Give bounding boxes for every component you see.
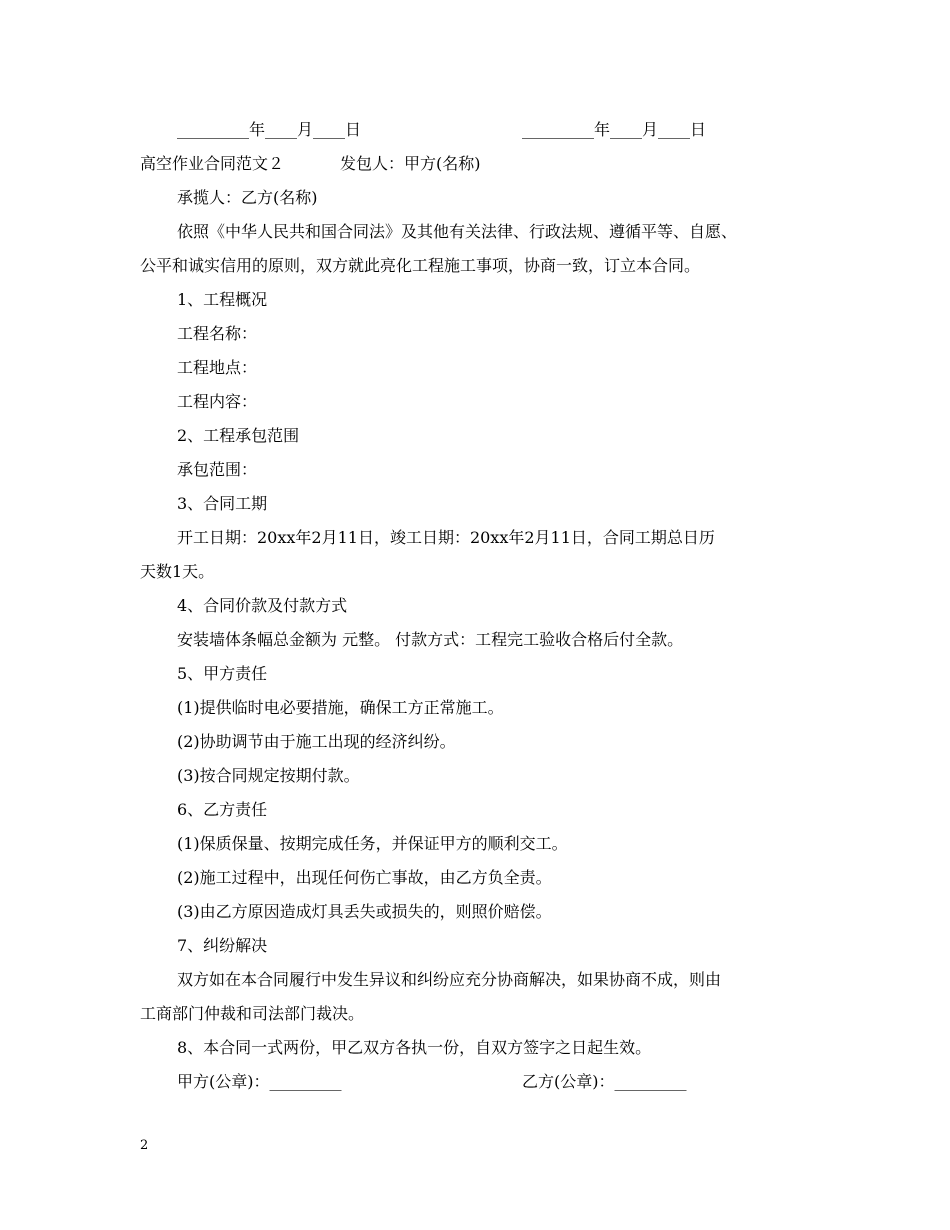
project-name-field: 工程名称： bbox=[177, 324, 258, 343]
section-3-heading: 3、合同工期 bbox=[177, 494, 268, 513]
section-2-heading: 2、工程承包范围 bbox=[177, 426, 300, 445]
schedule-line-1: 开工日期：20xx年2月11日，竣工日期：20xx年2月11日，合同工期总日历 bbox=[177, 528, 715, 547]
party-a-duty-2: (2)协助调节由于施工出现的经济纠纷。 bbox=[177, 732, 456, 751]
party-a-duty-3: (3)按合同规定按期付款。 bbox=[177, 766, 360, 785]
party-b-duty-2: (2)施工过程中，出现任何伤亡事故，由乙方负全责。 bbox=[177, 868, 552, 887]
page-number: 2 bbox=[140, 1138, 149, 1153]
date-line-right: _________年____月____日 bbox=[522, 120, 707, 139]
party-b-seal-line: 乙方(公章)：_________ bbox=[522, 1072, 687, 1091]
dispute-line-1: 双方如在本合同履行中发生异议和纠纷应充分协商解决，如果协商不成，则由 bbox=[177, 970, 722, 989]
party-b-name: 承揽人：乙方(名称) bbox=[177, 188, 318, 207]
section-4-heading: 4、合同价款及付款方式 bbox=[177, 596, 348, 615]
party-a-duty-1: (1)提供临时电必要措施，确保工方正常施工。 bbox=[177, 698, 504, 717]
project-content-field: 工程内容： bbox=[177, 392, 258, 411]
preamble-line-1: 依照《中华人民共和国合同法》及其他有关法律、行政法规、遵循平等、自愿、 bbox=[177, 222, 738, 241]
preamble-line-2: 公平和诚实信用的原则，双方就此亮化工程施工事项，协商一致，订立本合同。 bbox=[140, 256, 701, 275]
section-1-heading: 1、工程概况 bbox=[177, 290, 268, 309]
contract-scope-field: 承包范围： bbox=[177, 460, 258, 479]
document-title: 高空作业合同范文２ bbox=[140, 154, 285, 173]
section-6-heading: 6、乙方责任 bbox=[177, 800, 268, 819]
party-b-duty-1: (1)保质保量、按期完成任务，并保证甲方的顺利交工。 bbox=[177, 834, 568, 853]
party-b-duty-3: (3)由乙方原因造成灯具丢失或损失的，则照价赔偿。 bbox=[177, 902, 552, 921]
section-8-line: 8、本合同一式两份，甲乙双方各执一份，自双方签字之日起生效。 bbox=[177, 1038, 652, 1057]
schedule-line-2: 天数1天。 bbox=[140, 562, 215, 581]
project-location-field: 工程地点： bbox=[177, 358, 258, 377]
party-a-name: 发包人：甲方(名称) bbox=[340, 154, 481, 173]
date-line-left: _________年____月____日 bbox=[177, 120, 362, 139]
section-5-heading: 5、甲方责任 bbox=[177, 664, 268, 683]
dispute-line-2: 工商部门仲裁和司法部门裁决。 bbox=[140, 1004, 365, 1023]
party-a-seal-line: 甲方(公章)：_________ bbox=[177, 1072, 342, 1091]
section-7-heading: 7、纠纷解决 bbox=[177, 936, 268, 955]
payment-line: 安装墙体条幅总金额为 元整。 付款方式：工程完工验收合格后付全款。 bbox=[177, 630, 684, 649]
